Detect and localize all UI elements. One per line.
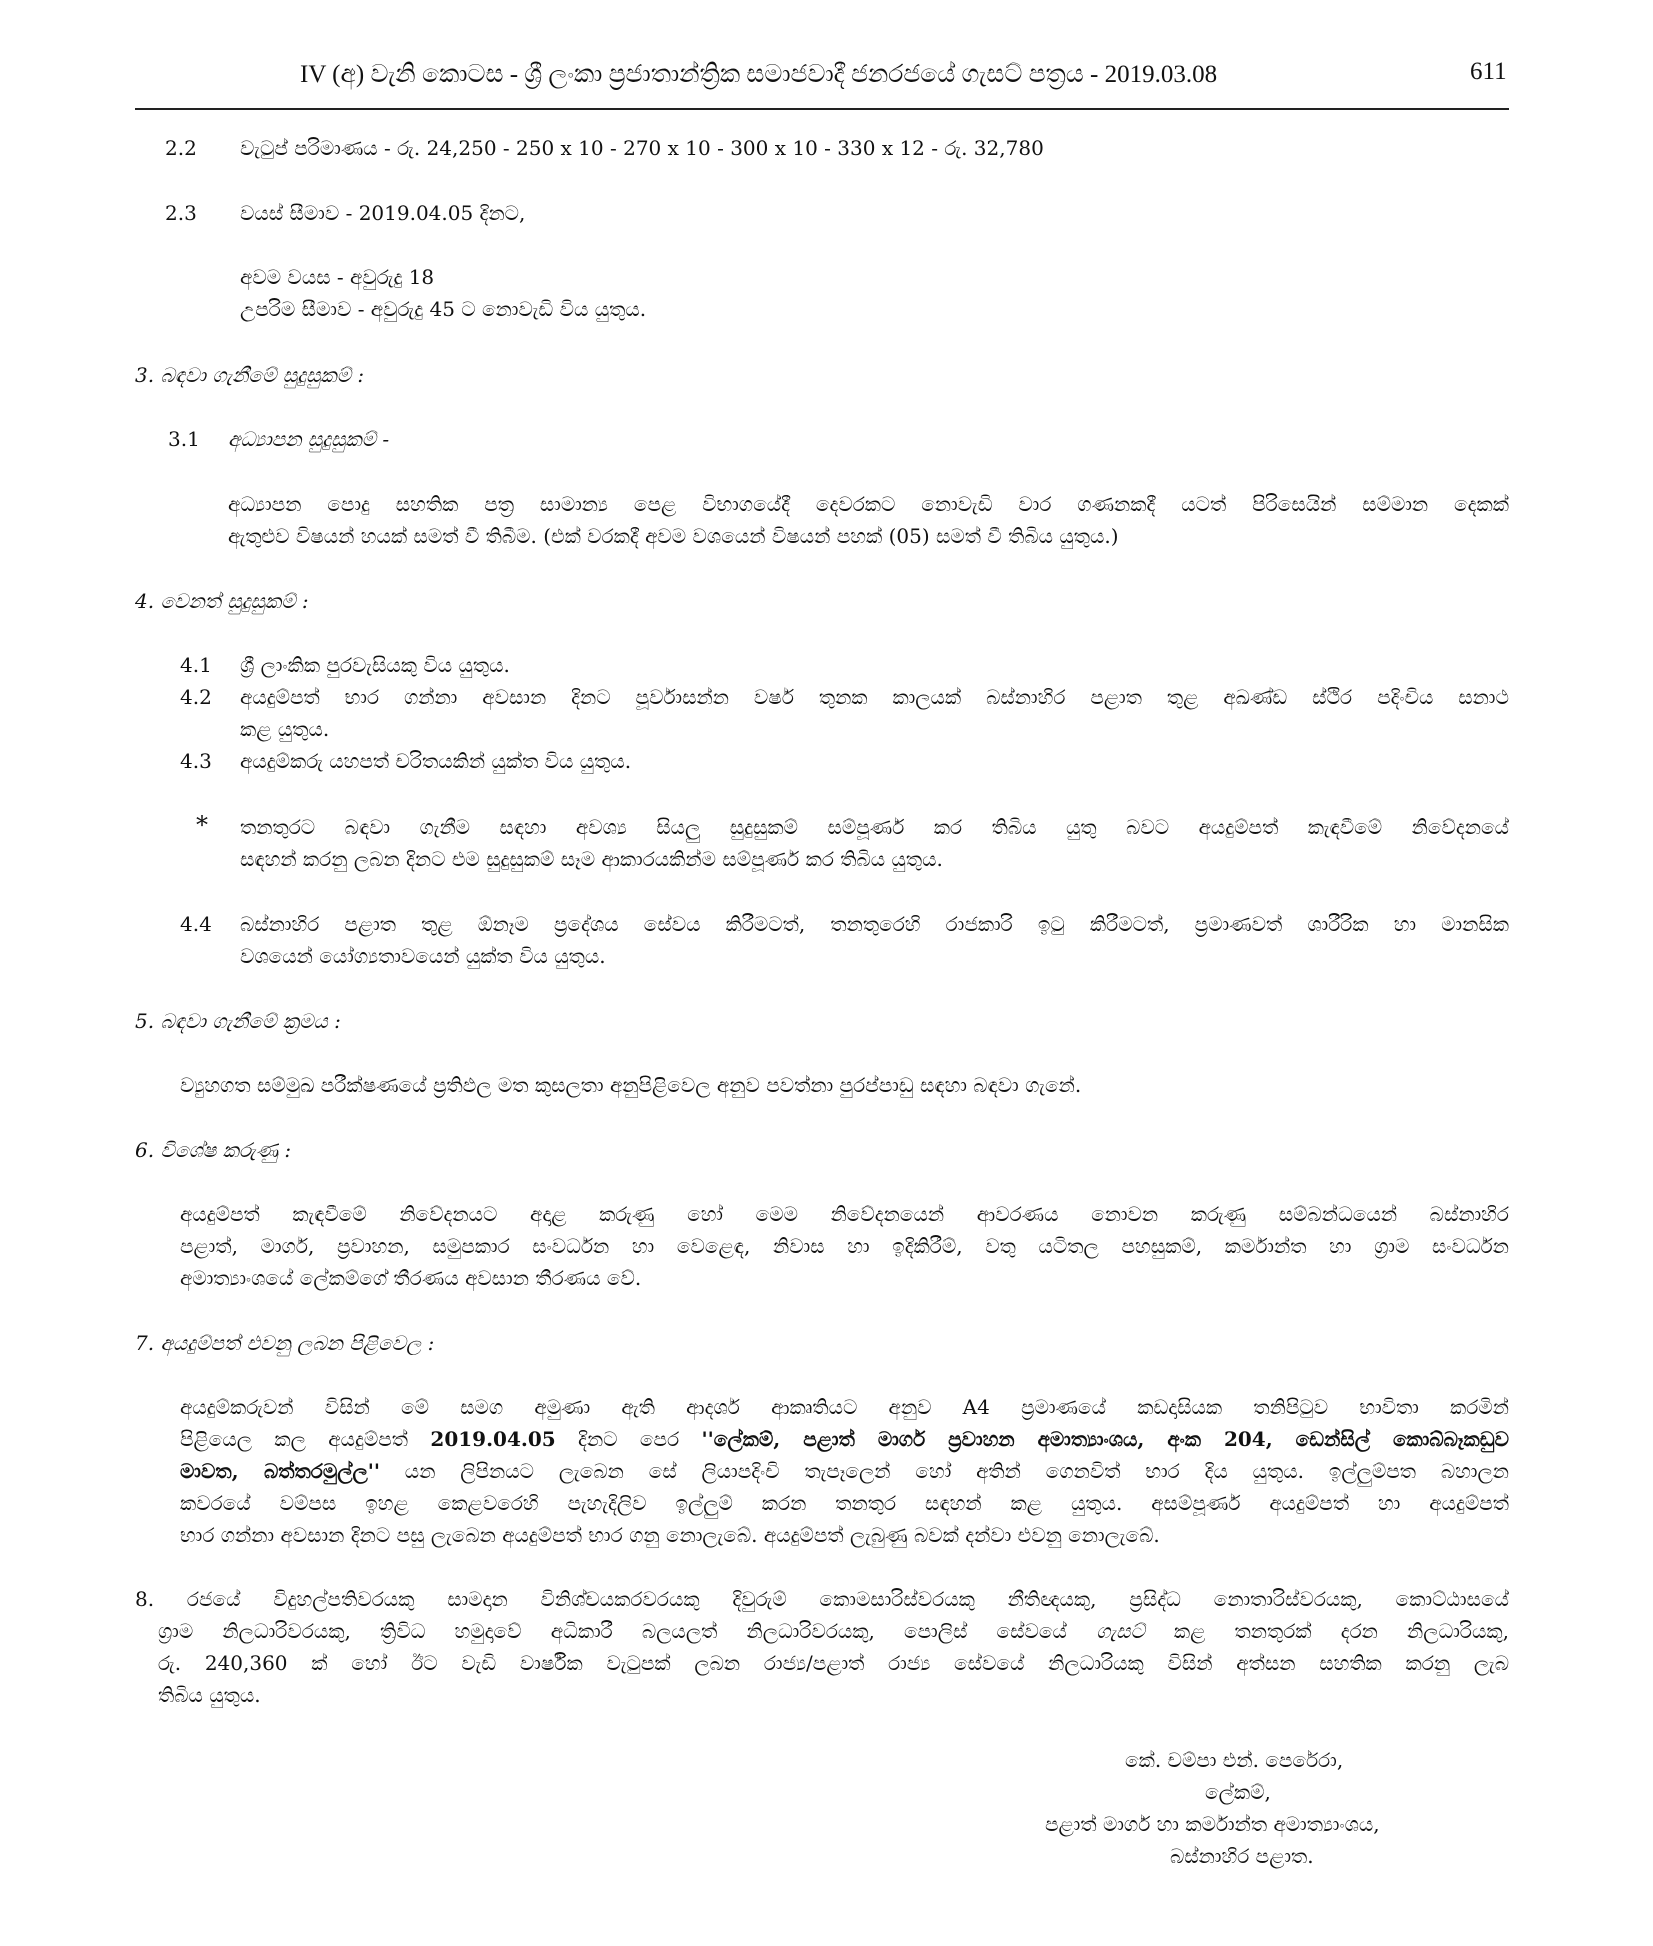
max-age-line: උපරිම සීමාව - අවුරුදු 45 ට නොවැඩි විය යුතුය. bbox=[240, 297, 647, 321]
section-4-3-text: අයදුම්කරු යහපත් චරිතයකින් යුක්ත විය යුතුය. bbox=[240, 749, 632, 773]
section-number-4-3: 4.3 bbox=[180, 749, 212, 773]
signatory-province: බස්නාහිර පළාත. bbox=[1170, 1844, 1314, 1868]
application-procedure-line-5: භාර ගන්නා අවසාන දිනට පසු ලැබෙන අයදුම්පත් භාර ගනු නොලැබේ. අයදුම්පත් ලැබුණු බවක් දන්වා එවනු නොලැබේ. bbox=[180, 1523, 1160, 1547]
education-qualification-line-2: ඇතුළුව විෂයන් හයක් සමත් වී තිබීම. (එක් වරකදී අවම වශයෙන් විෂයන් පහක් (05) සමත් වී තිබිය යුතුය.) bbox=[228, 524, 1119, 548]
section-number-2-2: 2.2 bbox=[165, 136, 197, 160]
postal-address-part-2: මාවත, බත්තරමුල්ල'' bbox=[180, 1459, 380, 1483]
section-4-4-text-line-2: වශයෙන් යෝග්‍යතාවයෙන් යුක්ත විය යුතුය. bbox=[240, 944, 606, 968]
closing-date: 2019.04.05 bbox=[430, 1427, 556, 1451]
certification-line-4: තිබිය යුතුය. bbox=[158, 1683, 261, 1707]
signatory-ministry: පළාත් මාර්ග හා කර්මාන්ත අමාත්‍යාංශය, bbox=[1045, 1812, 1380, 1836]
application-text-part: යන ලිපිනයට ලැබෙන සේ ලියාපදිංචි තැපෑලෙන් හෝ අතින් ගෙනවිත් භාර දිය යුතුය. ඉල්ලුම්පත බහාලන bbox=[379, 1459, 1509, 1483]
asterisk-note-marker: * bbox=[196, 811, 208, 839]
section-6-heading: 6. විශේෂ කරුණු : bbox=[135, 1138, 292, 1162]
special-matters-line-1: අයදුම්පත් කැඳවීමේ නිවේදනයට අදාළ කරුණු හෝ මෙම නිවේදනයෙන් ආවරණය නොවන කරුණු සම්බන්ධයෙන් බස්නාහිර bbox=[180, 1202, 1509, 1226]
postal-address-part-1: ''ලේකම්, පළාත් මාර්ග ප්‍රවාහන අමාත්‍යාංශය, අංක 204, ඩෙන්සිල් කොබ්බෑකඩුව bbox=[701, 1427, 1509, 1451]
section-4-2-text-line-1: අයදුම්පත් භාර ගන්නා අවසාන දිනට පූර්වාසන්න වර්ෂ තුනක කාලයක් බස්නාහිර පළාත තුළ අඛණ්ඩ ස්ථිර පදිංචිය සනාථ bbox=[240, 685, 1509, 709]
section-number-4-1: 4.1 bbox=[180, 653, 212, 677]
special-matters-line-3: අමාත්‍යාංශයේ ලේකම්ගේ තීරණය අවසාන තීරණය වේ. bbox=[180, 1266, 642, 1290]
asterisk-note-line-2: සඳහන් කරනු ලබන දිනට එම සුදුසුකම් සෑම ආකාරයකින්ම සම්පූර්ණ කර තිබිය යුතුය. bbox=[240, 847, 943, 871]
application-text-part: දිනට පෙර bbox=[555, 1427, 702, 1451]
age-limit-text: වයස් සීමාව - 2019.04.05 දිනට, bbox=[240, 201, 526, 225]
section-4-heading: 4. වෙනත් සුදුසුකම් : bbox=[135, 589, 309, 613]
gazette-word: ගැසට් bbox=[1096, 1619, 1145, 1643]
section-number-3-1: 3.1 bbox=[168, 427, 200, 451]
section-4-4-text-line-1: බස්නාහිර පළාත තුළ ඕනෑම ප්‍රදේශය සේවය කිරීමටත්, තනතුරෙහි රාජකාරි ඉටු කිරීමටත්, ප්‍රමාණවත් ශාරීරික හා මානසික bbox=[240, 912, 1509, 936]
certification-text-part: කළ තනතුරක් දරන නිලධාරියකු, bbox=[1144, 1619, 1509, 1643]
application-procedure-line-3 bbox=[180, 1456, 1509, 1486]
section-number-2-3: 2.3 bbox=[165, 201, 197, 225]
header-divider bbox=[135, 108, 1509, 110]
section-number-4-2: 4.2 bbox=[180, 685, 212, 709]
section-7-heading: 7. අයදුම්පත් එවනු ලබන පිළිවෙල : bbox=[135, 1331, 435, 1355]
recruitment-method-text: ව්‍යුහගත සම්මුඛ පරීක්ෂණයේ ප්‍රතිඵල මත කුසලතා අනුපිළිවෙල අනුව පවත්නා පුරප්පාඩු සඳහා බඳවා ගැනේ. bbox=[180, 1073, 1082, 1097]
asterisk-note-line-1: තනතුරට බඳවා ගැනීම සඳහා අවශ්‍ය සියලු සුදුසුකම් සම්පූර්ණ කර තිබිය යුතු බවට අයදුම්පත් කැඳවීමේ නිවේදනයේ bbox=[240, 815, 1509, 839]
section-4-2-text-line-2: කළ යුතුය. bbox=[240, 717, 330, 741]
certification-line-3: රු. 240,360 ක් හෝ ඊට වැඩි වාර්ෂික වැටුපක් ලබන රාජ්‍ය/පළාත් රාජ්‍ය සේවයේ නිලධාරියකු විසින් අත්සන සහතික කරනු ලැබ bbox=[158, 1651, 1509, 1675]
education-qualification-line-1: අධ්‍යාපන පොදු සහතික පත්‍ර සාමාන්‍ය පෙළ විභාගයේදී දෙවරකට නොවැඩි වාර ගණනකදී යටත් පිරිසෙයින් සම්මාන දෙකක් bbox=[228, 492, 1509, 516]
page-header-title: IV (අ) වැනි කොටස - ශ්‍රී ලංකා ප්‍රජාතාන්ත්‍රික සමාජවාදී ජනරජයේ ගැසට් පත්‍රය - 2019.03.08 bbox=[300, 61, 1218, 88]
application-procedure-line-1: අයදුම්කරුවන් විසින් මේ සමග අමුණා ඇති ආදර්ශ ආකෘතියට අනුව A4 ප්‍රමාණයේ කඩදාසියක තනිපිටුව භාවිතා කරමින් bbox=[180, 1395, 1509, 1419]
salary-scale-text: වැටුප් පරිමාණය - රු. 24,250 - 250 x 10 - 270 x 10 - 300 x 10 - 330 x 12 - රු. 32,780 bbox=[240, 136, 1044, 160]
section-3-heading: 3. බඳවා ගැනීමේ සුදුසුකම් : bbox=[135, 363, 365, 387]
application-procedure-line-4: කවරයේ වම්පස ඉහළ කෙළවරෙහි පැහැදිලිව ඉල්ලුම් කරන තනතුර සඳහන් කළ යුතුය. අසම්පූර්ණ අයදුම්පත් හා අයදුම්පත් bbox=[180, 1491, 1509, 1515]
special-matters-line-2: පළාත්, මාර්ග, ප්‍රවාහන, සමුපකාර සංවර්ධන හා වෙළෙඳ, නිවාස හා ඉදිකිරීම්, වතු යටිතල පහසුකම්, කර්මාන්ත හා ග්‍රාම සංවර්ධන bbox=[180, 1234, 1509, 1258]
min-age-line: අවම වයස - අවුරුදු 18 bbox=[240, 265, 435, 289]
certification-line-2 bbox=[158, 1616, 1509, 1646]
certification-text-part: ග්‍රාම නිලධාරිවරයකු, ත්‍රිවිධ හමුදාවේ අධිකාරී බලයලත් නිලධාරිවරයකු, පොලිස් සේවයේ bbox=[158, 1619, 1097, 1643]
signatory-name: කේ. චම්පා එන්. පෙරේරා, bbox=[1125, 1748, 1344, 1772]
signatory-title: ලේකම්, bbox=[1205, 1780, 1271, 1804]
application-text-part: පිළියෙල කල අයදුම්පත් bbox=[180, 1427, 431, 1451]
section-5-heading: 5. බඳවා ගැනීමේ ක්‍රමය : bbox=[135, 1009, 341, 1033]
section-4-1-text: ශ්‍රී ලාංකික පුරවැසියකු විය යුතුය. bbox=[240, 653, 510, 677]
section-number-4-4: 4.4 bbox=[180, 912, 212, 936]
certification-line-1: 8. රජයේ විදුහල්පතිවරයකු සාමදාන විනිශ්චයකරවරයකු දිවුරුම් කොමසාරිස්වරයකු නීතිඥයකු, ප්‍රසිද්ධ නොතාරිස්වරයකු, කොට්ඨාසයේ bbox=[135, 1587, 1509, 1611]
page-number: 611 bbox=[1470, 58, 1507, 85]
section-3-1-heading: අධ්‍යාපන සුදුසුකම් - bbox=[228, 427, 390, 451]
application-procedure-line-2 bbox=[180, 1424, 1509, 1454]
